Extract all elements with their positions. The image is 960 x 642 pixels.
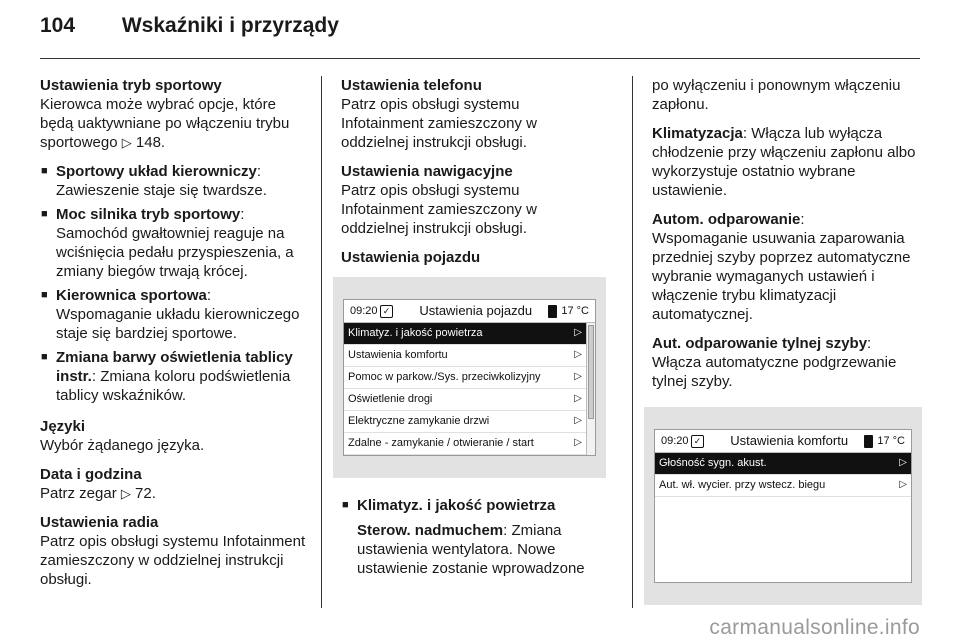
column-1 (40, 76, 310, 599)
screen-menu-items (344, 323, 586, 455)
vehicle-heading: Ustawienia pojazdu (341, 249, 481, 266)
cont-text: po wyłączeniu i ponownym włączeniu zapłonu. (652, 77, 901, 113)
languages-heading: Języki (40, 418, 86, 435)
screen-time: 09:20 (661, 435, 689, 447)
screen-menu (344, 323, 595, 455)
menu-item-beep-volume[interactable] (655, 453, 911, 475)
sport-heading: Ustawienia tryb sportowy (40, 77, 222, 94)
ac-section: Klimatyzacja: Włącza lub wyłącza chłodzenie przy włączeniu zapłonu albo wykorzystuje ostatnio wybrane ustawienie. (652, 125, 916, 199)
menu-item-label: Oświetlenie drogi (348, 393, 433, 405)
bullet-text: Zawieszenie staje się twardsze. (56, 182, 267, 199)
chevron-right-icon: ▷ (574, 327, 582, 338)
list-item (40, 348, 310, 405)
fan-section: Sterow. nadmuchem: Zmiana ustawienia wentylatora. Nowe ustawienie zostanie wprowadzone (357, 522, 585, 577)
sport-section (40, 76, 310, 152)
climate-list (341, 496, 606, 515)
infotainment-screen (654, 429, 912, 583)
sport-text: Kierowca może wybrać opcje, które będą uaktywniane po włączeniu trybu sportowego (40, 96, 290, 151)
chevron-right-icon: ▷ (574, 437, 582, 448)
bullet-term: Zmiana barwy oświetlenia tablicy instr. (56, 349, 293, 385)
vehicle-settings-screenshot (333, 277, 606, 478)
menu-item-locking[interactable] (344, 411, 586, 433)
page-title: Wskaźniki i przyrządy (121, 14, 339, 37)
menu-item-rear-wiper[interactable] (655, 475, 911, 497)
ac-text: Włącza lub wyłącza chłodzenie przy włączeniu zapłonu albo wykorzystuje ostatnio wybrane ustawienie. (652, 125, 916, 199)
menu-item-label: Aut. wł. wycier. przy wstecz. biegu (659, 479, 826, 491)
list-item (40, 286, 310, 343)
bullet-text: Wspomaganie układu kierowniczego staje się bardziej sportowe. (56, 306, 300, 342)
bullet-term: Klimatyz. i jakość powietrza (357, 497, 556, 514)
page-ref-arrow-icon: ▷ (120, 486, 131, 501)
fan-term: Sterow. nadmuchem (357, 522, 504, 539)
screen-scrollbar[interactable] (586, 323, 595, 455)
checkmark-icon: ✓ (380, 305, 393, 318)
screen-temperature (548, 304, 589, 318)
menu-item-label: Głośność sygn. akust. (659, 457, 767, 469)
languages-section (40, 417, 310, 455)
phone-section (341, 76, 606, 152)
page-number: 104 (40, 14, 76, 37)
radio-heading: Ustawienia radia (40, 514, 159, 531)
chevron-right-icon: ▷ (574, 415, 582, 426)
bullet-sep: : (240, 206, 245, 223)
screen-status-bar (344, 300, 595, 323)
chevron-right-icon: ▷ (574, 349, 582, 360)
column-divider-1 (321, 76, 322, 608)
list-item (40, 205, 310, 281)
screen-status-bar (655, 430, 911, 453)
sport-options-list (40, 162, 310, 405)
menu-item-label: Pomoc w parkow./Sys. przeciwkolizyjny (348, 371, 541, 383)
menu-item-comfort[interactable] (344, 345, 586, 367)
bullet-sep: : (206, 287, 212, 304)
chevron-right-icon: ▷ (574, 371, 582, 382)
radio-section (40, 513, 310, 589)
list-item (40, 162, 310, 200)
column-2 (341, 76, 606, 588)
datetime-ref-page[interactable]: 72. (135, 485, 156, 502)
sport-ref-page[interactable]: 148. (135, 134, 166, 151)
page-header (40, 14, 339, 38)
datetime-text: Patrz zegar (40, 485, 117, 502)
bullet-text: Samochód gwałtowniej reaguje na wciśnięcia pedału przyspieszenia, a zmiany biegów trwają krócej. (56, 225, 294, 280)
checkmark-icon: ✓ (691, 435, 704, 448)
chevron-right-icon: ▷ (574, 393, 582, 404)
temperature-value: 17 °C (561, 305, 589, 317)
menu-item-label: Zdalne - zamykanie / otwieranie / start (348, 437, 534, 449)
menu-item-climate[interactable] (344, 323, 586, 345)
menu-item-label: Klimatyz. i jakość powietrza (348, 327, 483, 339)
languages-text: Wybór żądanego języka. (40, 437, 205, 454)
rear-defog-section: Aut. odparowanie tylnej szyby: Włącza automatyczne podgrzewanie tylnej szyby. (652, 335, 897, 390)
auto-defog-section: Autom. odparowanie: Wspomaganie usuwania zaparowania przedniej szyby poprzez automatyczne wybranie wymaganych ustawień i włączenie trybu klimatyzacji automatycznej. (652, 211, 911, 323)
menu-item-lighting[interactable] (344, 389, 586, 411)
infotainment-screen (343, 299, 596, 456)
bullet-sep: : (256, 163, 262, 180)
chevron-right-icon: ▷ (899, 479, 907, 490)
rear-defog-text: Włącza automatyczne podgrzewanie tylnej szyby. (652, 354, 897, 390)
auto-defog-text: Wspomaganie usuwania zaparowania przedniej szyby poprzez automatyczne wybranie wymaganych ustawień i włączenie trybu klimatyzacji automatycznej. (652, 230, 911, 323)
datetime-section (40, 465, 310, 503)
nav-heading: Ustawienia nawigacyjne (341, 163, 513, 180)
bullet-term: Kierownica sportowa (56, 287, 207, 304)
nav-section (341, 162, 606, 238)
bullet-sep: : (91, 368, 97, 385)
screen-empty-area (655, 497, 911, 582)
watermark: carmanualsonline.info (709, 616, 920, 639)
temperature-value: 17 °C (877, 435, 905, 447)
screen-title: Ustawienia pojazdu (419, 303, 533, 318)
vehicle-section (341, 248, 606, 267)
screen-temperature (864, 434, 905, 448)
chevron-right-icon: ▷ (899, 457, 907, 468)
list-item (341, 496, 606, 515)
ac-term: Klimatyzacja (652, 125, 743, 142)
datetime-heading: Data i godzina (40, 466, 142, 483)
nav-text: Patrz opis obsługi systemu Infotainment zamieszczony w oddzielnej instrukcji obsługi. (341, 182, 537, 237)
thermometer-icon (864, 435, 873, 448)
comfort-settings-screenshot (644, 407, 922, 605)
bullet-term: Sportowy układ kierowniczy (56, 163, 257, 180)
header-rule (40, 58, 920, 59)
bullet-term: Moc silnika tryb sportowy (56, 206, 241, 223)
rear-defog-term: Aut. odparowanie tylnej szyby (652, 335, 868, 352)
auto-defog-term: Autom. odparowanie (652, 211, 801, 228)
thermometer-icon (548, 305, 557, 318)
radio-text: Patrz opis obsługi systemu Infotainment zamieszczony w oddzielnej instrukcji obsługi. (40, 533, 306, 588)
page-ref-arrow-icon: ▷ (121, 135, 132, 150)
fan-text: Zmiana ustawienia wentylatora. Nowe ustawienie zostanie wprowadzone (357, 522, 585, 577)
screen-title: Ustawienia komfortu (730, 433, 849, 448)
phone-text: Patrz opis obsługi systemu Infotainment zamieszczony w oddzielnej instrukcji obsługi. (341, 96, 537, 151)
column-divider-2 (632, 76, 633, 608)
screen-time: 09:20 (350, 305, 378, 317)
bullet-text: Zmiana koloru podświetlenia tablicy wskaźników. (56, 368, 291, 404)
menu-item-remote[interactable] (344, 433, 586, 455)
column-3 (652, 76, 922, 623)
scrollbar-thumb[interactable] (588, 325, 594, 419)
menu-item-label: Elektryczne zamykanie drzwi (348, 415, 490, 427)
menu-item-parking[interactable] (344, 367, 586, 389)
menu-item-label: Ustawienia komfortu (348, 349, 448, 361)
phone-heading: Ustawienia telefonu (341, 77, 482, 94)
